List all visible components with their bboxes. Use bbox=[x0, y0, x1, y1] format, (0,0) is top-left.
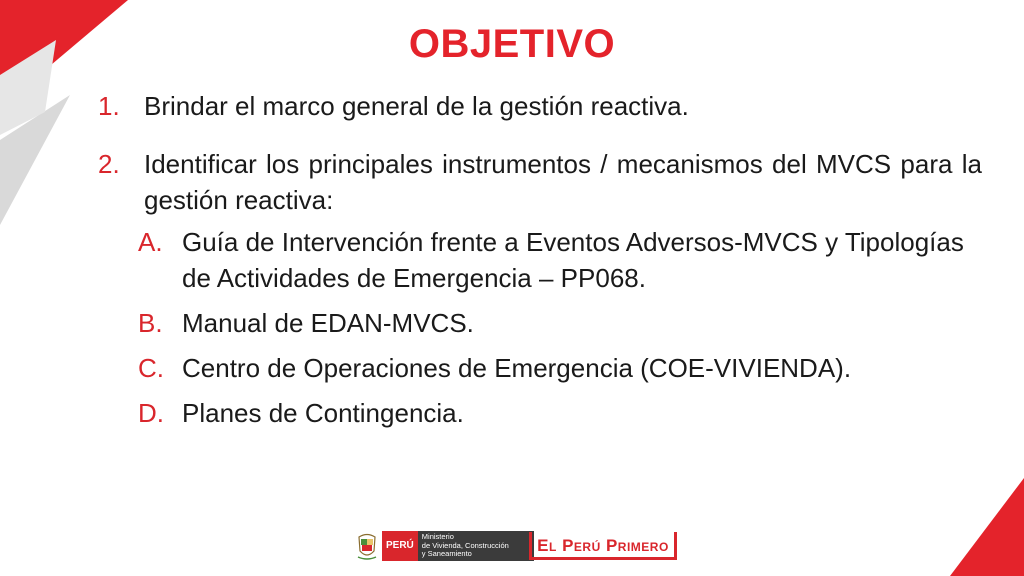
sub-item-letter: C. bbox=[138, 353, 164, 383]
item-number: 1. bbox=[98, 91, 120, 121]
coat-of-arms-icon bbox=[356, 531, 378, 561]
sub-item-text: Planes de Contingencia. bbox=[182, 398, 464, 428]
sub-item-letter: B. bbox=[138, 308, 163, 338]
ministry-name bbox=[418, 531, 534, 561]
list-item bbox=[98, 146, 982, 218]
sub-list-item bbox=[138, 224, 982, 296]
sub-item-text: Guía de Intervención frente a Eventos Adversos-MVCS y Tipologías de Actividades de Emergencia – PP068. bbox=[182, 227, 964, 293]
ministry-logo bbox=[356, 530, 534, 562]
sub-list-item bbox=[138, 305, 982, 341]
bottom-right-red-shape bbox=[950, 478, 1024, 576]
sub-list-item bbox=[138, 350, 982, 386]
sub-list-item bbox=[138, 395, 982, 431]
list-item bbox=[98, 88, 982, 124]
sub-item-letter: A. bbox=[138, 227, 163, 257]
slogan-logo: El Perú Primero bbox=[529, 532, 677, 560]
objectives-list bbox=[98, 88, 982, 431]
sub-item-text: Manual de EDAN-MVCS. bbox=[182, 308, 474, 338]
slide-title: OBJETIVO bbox=[408, 22, 616, 66]
ministry-line: Ministerio bbox=[421, 532, 454, 541]
item-text: Brindar el marco general de la gestión reactiva. bbox=[144, 91, 689, 121]
ministry-line: de Vivienda, Construcción bbox=[421, 540, 509, 550]
country-label: PERÚ bbox=[382, 531, 418, 561]
item-number: 2. bbox=[98, 149, 120, 179]
sub-item-text: Centro de Operaciones de Emergencia (COE-VIVIENDA). bbox=[182, 353, 852, 383]
item-text: Identificar los principales instrumentos / mecanismos del MVCS para la gestión reactiva: bbox=[144, 149, 982, 215]
sub-item-letter: D. bbox=[138, 398, 164, 428]
ministry-line: y Saneamiento bbox=[421, 549, 472, 558]
